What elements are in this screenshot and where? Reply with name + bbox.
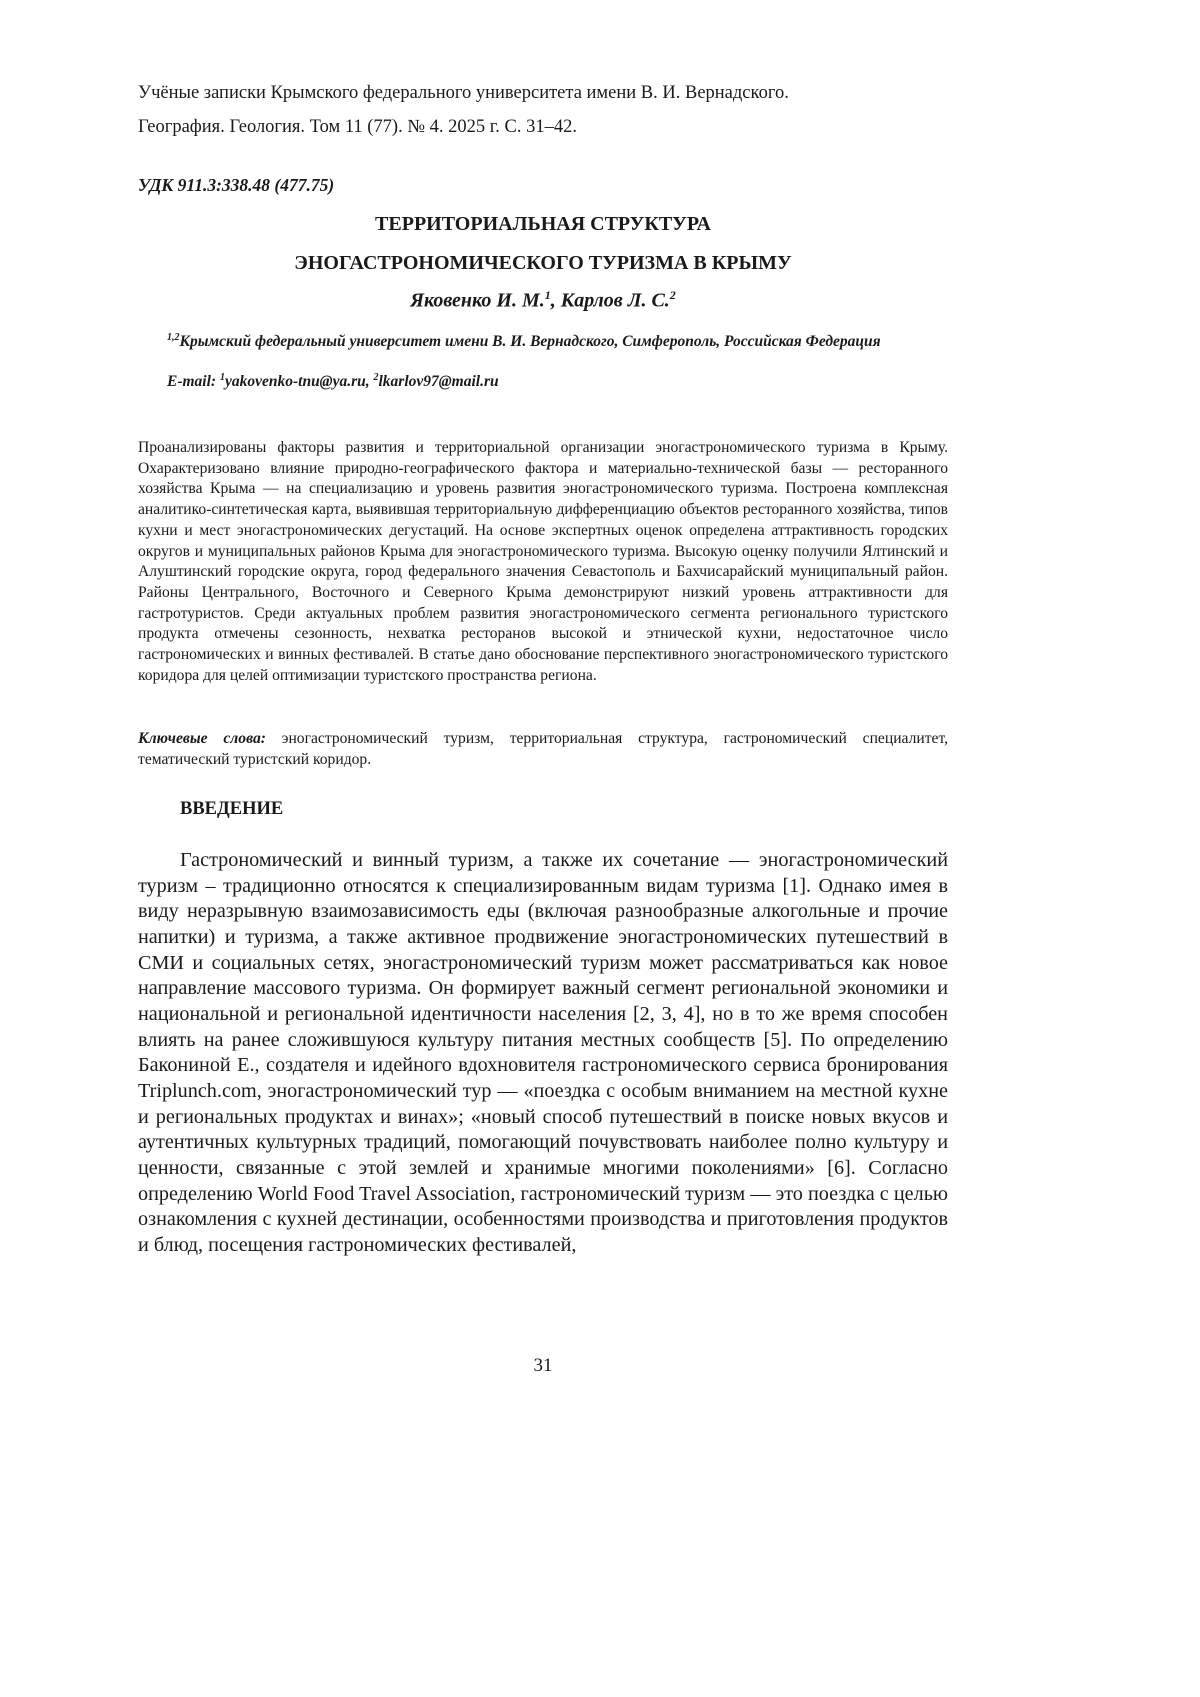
affiliation-text: Крымский федеральный университет имени В. И. Вернадского, Симферополь, Российская Федерация: [180, 333, 881, 350]
email-1-link[interactable]: yakovenko-tnu@ya.ru: [225, 373, 366, 390]
section-heading-introduction: ВВЕДЕНИЕ: [180, 799, 283, 820]
affiliation-marker: 1,2: [167, 332, 180, 343]
affiliation: [167, 328, 948, 352]
author-list: [138, 288, 948, 313]
article-title-line-2: ЭНОГАСТРОНОМИЧЕСКОГО ТУРИЗМА В КРЫМУ: [138, 252, 948, 275]
email-line: [167, 372, 499, 391]
journal-page: [0, 0, 1200, 1697]
author-1-affil-marker: 1: [545, 288, 551, 302]
email-2-link[interactable]: lkarlov97@mail.ru: [379, 373, 499, 390]
keywords: [138, 729, 948, 770]
udc-code: УДК 911.3:338.48 (477.75): [138, 175, 334, 196]
page-number: 31: [0, 1355, 1086, 1377]
email-2-marker: 2: [374, 372, 379, 383]
email-label: E-mail:: [167, 373, 220, 390]
keywords-text: эногастрономический туризм, территориальная структура, гастрономический специалитет, тематический туристский коридор.: [138, 730, 948, 768]
email-separator: ,: [366, 373, 374, 390]
author-separator: ,: [551, 290, 561, 312]
author-1-name: Яковенко И. М.: [410, 290, 545, 312]
abstract: Проанализированы факторы развития и территориальной организации эногастрономического туризма в Крыму. Охарактеризовано влияние природно-географического фактора и материально-технической базы — ресторанного хозяйства Крыма — на специализацию и уровень развития эногастрономического туризма. Построена комплексная аналитико-синтетическая карта, выявившая территориальную дифференциацию объектов ресторанного хозяйства, типов кухни и мест эногастрономических дегустаций. На основе экспертных оценок определена аттрактивность городских округов и муниципальных районов Крыма для эногастрономического туризма. Высокую оценку получили Ялтинский и Алуштинский городские округа, город федерального значения Севастополь и Бахчисарайский муниципальный район. Районы Центрального, Восточного и Северного Крыма демонстрируют низкий уровень аттрактивности для гастротуристов. Среди актуальных проблем развития эногастрономического сегмента регионального туристского продукта отмечены сезонность, нехватка ресторанов высокой и этнической кухни, недостаточное число гастрономических и винных фестивалей. В статье дано обоснование перспективного эногастрономического туристского коридора для целей оптимизации туристского пространства региона.: [138, 438, 948, 686]
author-2-affil-marker: 2: [670, 288, 676, 302]
email-1-marker: 1: [220, 372, 225, 383]
author-2-name: Карлов Л. С.: [561, 290, 670, 312]
journal-header-line-2: География. Геология. Том 11 (77). № 4. 2025 г. С. 31–42.: [138, 116, 577, 138]
journal-header-line-1: Учёные записки Крымского федерального университета имени В. И. Вернадского.: [138, 82, 789, 104]
introduction-paragraph: Гастрономический и винный туризм, а также их сочетание — эногастрономический туризм – традиционно относятся к специализированным видам туризма [1]. Однако имея в виду неразрывную взаимозависимость еды (включая разнообразные алкогольные и прочие напитки) и туризма, а также активное продвижение эногастрономических путешествий в СМИ и социальных сетях, эногастрономический туризм может рассматриваться как новое направление массового туризма. Он формирует важный сегмент региональной экономики и национальной и региональной идентичности населения [2, 3, 4], но в то же время способен влиять на ранее сложившуюся культуру питания местных сообществ [5]. По определению Бакониной Е., создателя и идейного вдохновителя гастрономического сервиса бронирования Triplunch.com, эногастрономический тур — «поездка с особым вниманием на местной кухне и региональных продуктах и винах»; «новый способ путешествий в поиске новых вкусов и аутентичных культурных традиций, помогающий почувствовать наиболее полно культуру и ценности, связанные с этой землей и хранимые многими поколениями» [6]. Согласно определению World Food Travel Association, гастрономический туризм — это поездка с целью ознакомления с кухней дестинации, особенностями производства и приготовления продуктов и блюд, посещения гастрономических фестивалей,: [138, 848, 948, 1259]
keywords-label: Ключевые слова:: [138, 730, 266, 747]
article-title-line-1: ТЕРРИТОРИАЛЬНАЯ СТРУКТУРА: [138, 213, 948, 236]
